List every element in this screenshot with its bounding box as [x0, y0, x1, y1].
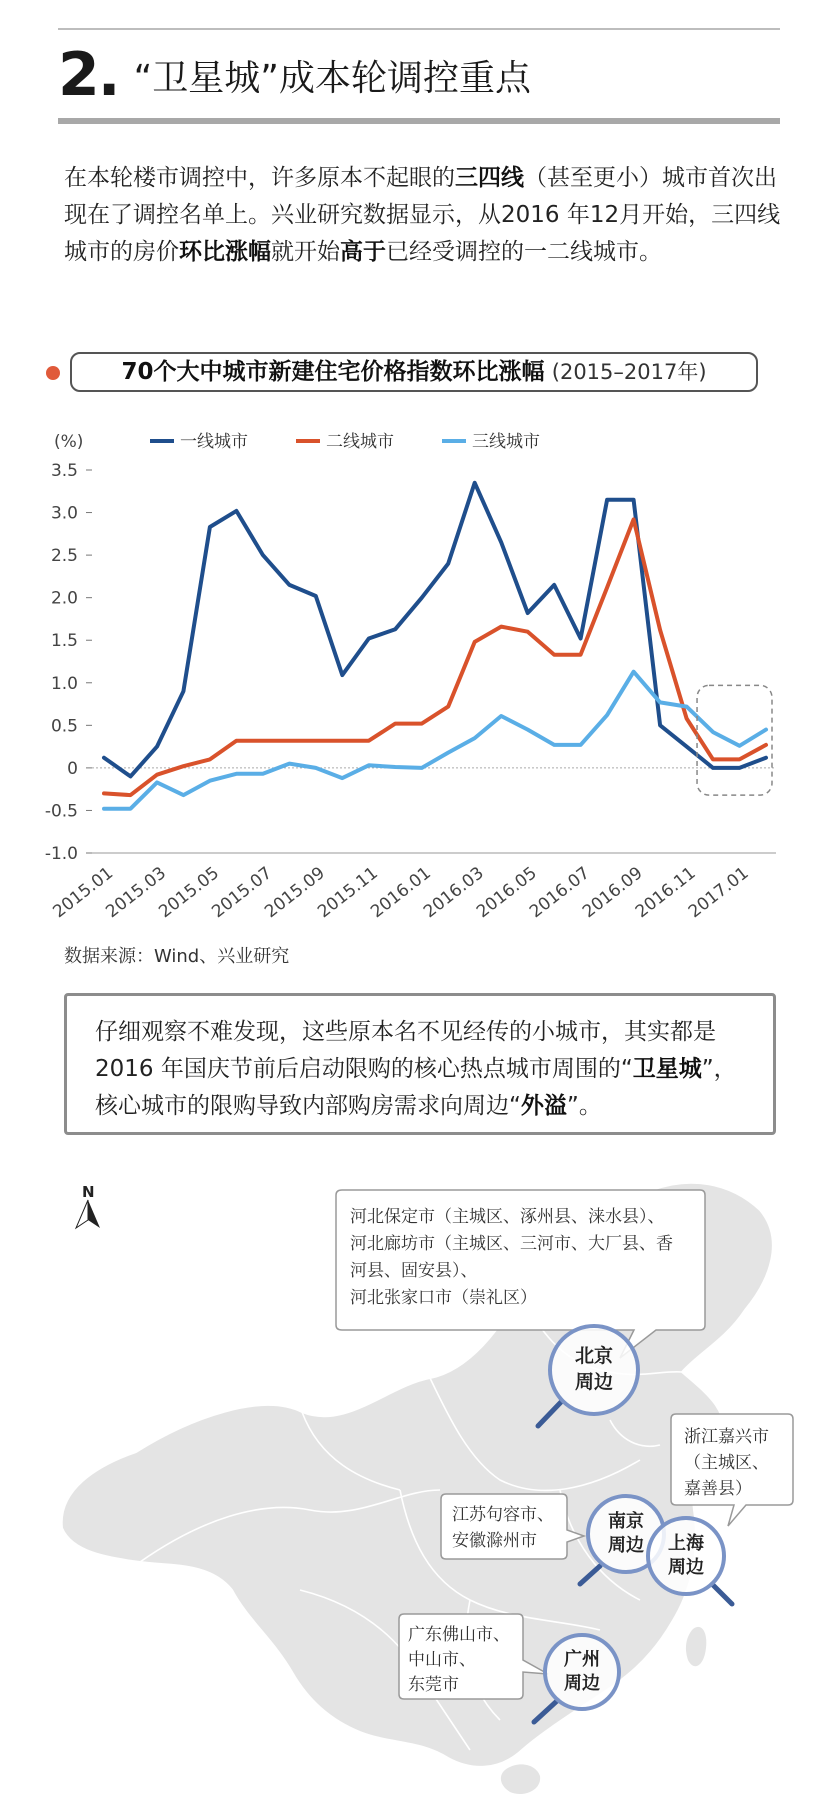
line-chart — [0, 420, 840, 930]
legend-label: 一线城市 — [180, 432, 248, 452]
intro-text-1: 在本轮楼市调控中，许多原本不起眼的 — [64, 165, 455, 191]
bullet-dot — [46, 366, 60, 380]
y-tick-label: 0.5 — [50, 716, 78, 737]
y-tick-label: -0.5 — [44, 801, 78, 822]
chart-title-box — [70, 352, 758, 392]
intro-text-2: （甚至更小）城市首次出现在了调控名单上。兴业研究数据显示，从2016 年12月开始，三四线城市的房价 — [64, 165, 781, 265]
lens-shanghai-line-1: 上海 — [668, 1533, 704, 1554]
callout-beijing-line-1: 河北保定市（主城区、涿州县、涞水县）、 — [350, 1207, 665, 1227]
lens-beijing-line-2: 周边 — [574, 1371, 614, 1393]
legend-label: 二线城市 — [326, 432, 394, 452]
callout-beijing-line-2: 河北廊坊市（主城区、三河市、大厂县、香 — [350, 1234, 673, 1254]
x-tick-label: 2015.07 — [208, 863, 276, 923]
y-tick-label: 2.5 — [50, 546, 78, 567]
heading-underline — [58, 118, 780, 124]
series-line — [104, 672, 766, 809]
north-label: N — [82, 1183, 95, 1201]
intro-paragraph — [64, 160, 784, 271]
chart-subtitle: (2015–2017年) — [551, 360, 707, 384]
series-line — [104, 483, 766, 777]
legend-label: 三线城市 — [472, 432, 540, 452]
y-tick-label: 3.0 — [50, 503, 78, 524]
x-tick-label: 2016.11 — [631, 863, 700, 923]
x-tick-label: 2016.09 — [578, 863, 647, 923]
callout-nanjing-line-2: 安徽滁州市 — [452, 1531, 537, 1551]
data-source: 数据来源：Wind、兴业研究 — [64, 946, 290, 967]
chart-title: 70个大中城市新建住宅价格指数环比涨幅 — [121, 359, 545, 385]
y-tick-label: 1.5 — [50, 631, 78, 652]
hainan-island-shape — [501, 1764, 540, 1794]
callout-jiaxing-line-3: 嘉善县） — [684, 1479, 752, 1499]
section-title: “卫星城”成本轮调控重点 — [133, 57, 531, 99]
x-tick-label: 2016.03 — [420, 863, 488, 923]
north-arrow-icon — [88, 1200, 100, 1228]
lens-nanjing-line-2: 周边 — [608, 1535, 644, 1556]
y-tick-label: 2.0 — [50, 588, 78, 609]
x-tick-label: 2016.01 — [367, 863, 435, 923]
x-tick-label: 2017.01 — [684, 863, 753, 923]
lens-nanjing-line-1: 南京 — [608, 1511, 644, 1532]
callout-guangzhou-line-1: 广东佛山市、 — [408, 1625, 510, 1645]
callout-beijing-line-3: 河县、固安县）、 — [350, 1261, 478, 1281]
intro-text-3: 就开始 — [271, 239, 340, 265]
y-unit-label: (%) — [54, 432, 84, 452]
section-heading — [58, 40, 531, 110]
section-number: 2. — [58, 40, 119, 110]
x-tick-label: 2015.09 — [261, 863, 329, 923]
x-tick-label: 2016.07 — [525, 863, 594, 923]
intro-bold-3: 高于 — [340, 239, 386, 265]
y-tick-label: 1.0 — [50, 673, 78, 694]
intro-bold-1: 三四线 — [455, 165, 524, 191]
quote-bold-1: 卫星城 — [632, 1056, 702, 1082]
quote-bold-2: 外溢 — [520, 1093, 567, 1119]
lens-shanghai-line-2: 周边 — [668, 1557, 704, 1578]
quote-text-3: ”。 — [566, 1093, 602, 1119]
lens-guangzhou-line-2: 周边 — [564, 1673, 600, 1694]
china-map — [0, 1160, 840, 1804]
top-rule — [58, 28, 780, 30]
y-tick-label: 0 — [67, 758, 78, 779]
callout-jiaxing-line-1: 浙江嘉兴市 — [684, 1427, 769, 1447]
lens-beijing-line-1: 北京 — [574, 1345, 614, 1367]
x-tick-label: 2016.05 — [473, 863, 541, 923]
quote-box — [64, 993, 776, 1135]
callout-guangzhou-line-3: 东莞市 — [408, 1675, 459, 1695]
callout-nanjing-line-1: 江苏句容市、 — [452, 1505, 554, 1525]
quote-text-2: ”，核心城市的限购导致内部购房需求向周边“ — [95, 1056, 737, 1119]
highlight-box — [697, 685, 772, 795]
intro-text-4: 已经受调控的一二线城市。 — [386, 239, 662, 265]
x-tick-label: 2015.01 — [49, 863, 118, 923]
x-tick-label: 2015.11 — [314, 863, 382, 923]
callout-beijing-line-4: 河北张家口市（崇礼区） — [350, 1288, 537, 1308]
x-tick-label: 2015.05 — [155, 863, 223, 923]
callout-jiaxing-line-2: （主城区、 — [684, 1453, 769, 1473]
intro-bold-2: 环比涨幅 — [179, 239, 271, 265]
y-tick-label: 3.5 — [50, 461, 78, 481]
lens-guangzhou-line-1: 广州 — [564, 1649, 600, 1670]
north-arrow — [76, 1183, 100, 1228]
callout-nanjing — [441, 1494, 584, 1559]
x-tick-label: 2015.03 — [102, 863, 171, 923]
y-tick-label: -1.0 — [44, 844, 78, 864]
taiwan-island-shape — [686, 1627, 706, 1666]
quote-text-1: 仔细观察不难发现，这些原本名不见经传的小城市，其实都是2016 年国庆节前后启动限购的核心热点城市周围的“ — [95, 1019, 716, 1082]
callout-guangzhou-line-2: 中山市、 — [408, 1650, 476, 1670]
